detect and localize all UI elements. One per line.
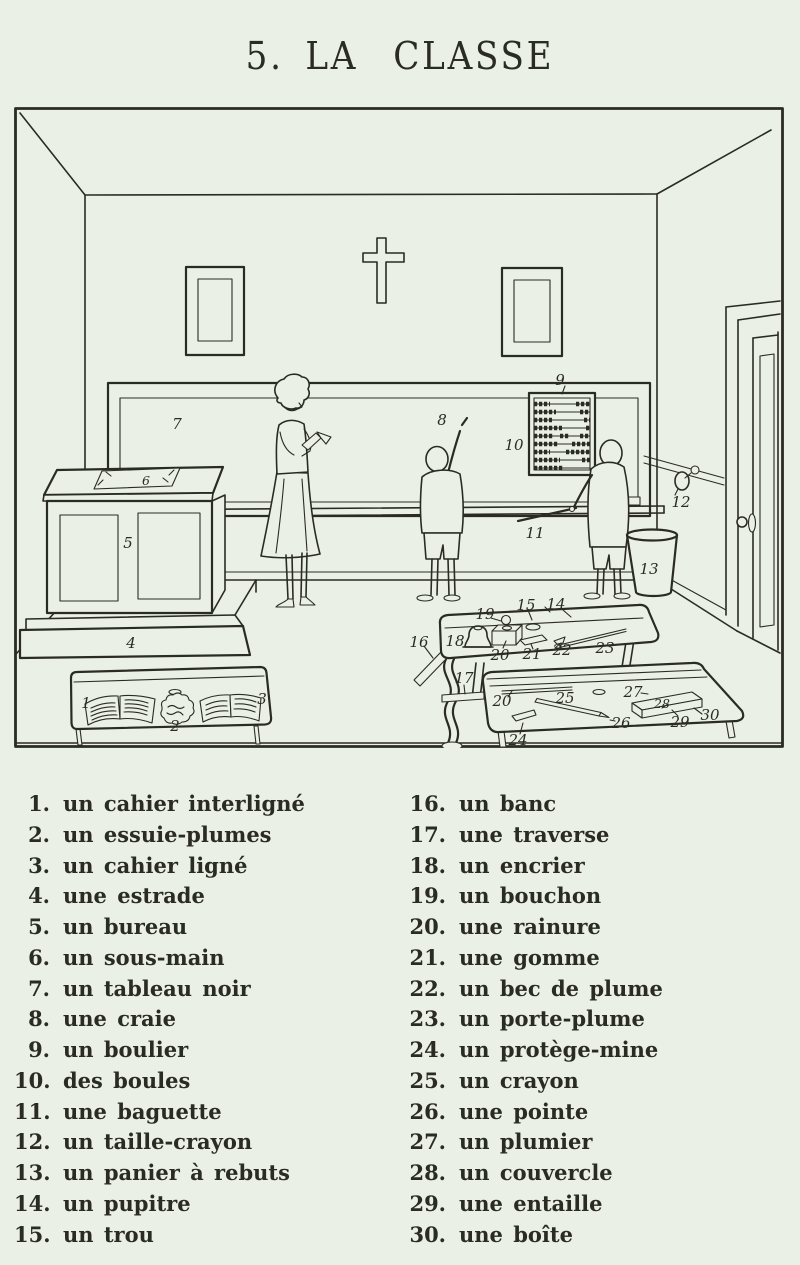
figure-label-6: 6 [142, 473, 150, 488]
vocab-term: un boulier [63, 1037, 189, 1062]
vocab-term: un taille-crayon [63, 1129, 253, 1155]
vocab-item [14, 1004, 386, 1035]
teacher-bureau [43, 467, 225, 613]
vocab-item [404, 881, 786, 912]
figure-label-29: 29 [670, 713, 690, 731]
figure-label-28: 28 [654, 696, 670, 711]
vocab-item [404, 820, 786, 851]
vocab-number: 3. [28, 852, 50, 878]
vocab-number: 16. [409, 791, 446, 816]
vocab-number: 8. [28, 1006, 50, 1032]
vocab-item [14, 1066, 386, 1097]
page-title [40, 34, 760, 78]
bench-seat [414, 652, 447, 686]
vocab-number: 17. [409, 821, 446, 847]
vocab-number: 22. [409, 975, 446, 1001]
figure-label-27: 27 [623, 683, 643, 701]
vocab-number: 23. [409, 1006, 446, 1032]
cork-bouchon [502, 616, 511, 625]
vocab-item [404, 912, 786, 943]
vocab-item [14, 974, 386, 1005]
vocab-term: un bouchon [459, 883, 602, 909]
teacher-hair [275, 374, 309, 409]
vocab-item [404, 1127, 786, 1158]
figure-label-15: 15 [516, 596, 536, 614]
vocab-term: une estrade [63, 883, 205, 909]
vocab-item [14, 943, 386, 974]
lesson-title: LA CLASSE [305, 34, 555, 78]
figure-label-25: 25 [555, 689, 575, 707]
vocab-term: un protège-mine [459, 1037, 659, 1062]
vocab-term: une pointe [459, 1098, 589, 1124]
door [726, 301, 780, 650]
vocab-term: un banc [459, 791, 557, 816]
vocab-number: 12. [14, 1129, 51, 1155]
vocab-number: 20. [409, 914, 446, 939]
vocab-number: 28. [409, 1160, 446, 1185]
figure-label-16: 16 [409, 633, 429, 651]
vocab-item [14, 851, 386, 882]
vocab-term: une traverse [459, 821, 610, 847]
vocab-item [14, 1035, 386, 1066]
vocab-number: 4. [28, 883, 50, 909]
vocab-item [404, 851, 786, 882]
figure-label-11: 11 [525, 524, 545, 542]
vocab-item [404, 1097, 786, 1128]
pencil-sharpener [644, 456, 724, 511]
vocab-item [14, 1097, 386, 1128]
vocab-term: un pupitre [63, 1190, 191, 1216]
bench-traverse [442, 692, 484, 702]
lesson-number: 5. [245, 34, 284, 78]
vocab-term: une rainure [459, 914, 601, 939]
figure-label-9: 9 [555, 371, 565, 389]
vocab-number: 13. [14, 1160, 51, 1185]
vocab-item [14, 881, 386, 912]
vocab-item [404, 943, 786, 974]
vocab-list-right [404, 789, 786, 1250]
figure-label-4: 4 [126, 634, 136, 652]
figure-label-5: 5 [123, 534, 133, 552]
figure-label-14: 14 [546, 595, 566, 613]
vocab-term: un couvercle [459, 1160, 613, 1185]
figure-label-20b: 20 [492, 692, 512, 710]
vocab-item [404, 1035, 786, 1066]
vocab-number: 24. [409, 1037, 446, 1062]
figure-label-26: 26 [611, 714, 631, 732]
vocab-term: un encrier [459, 852, 585, 878]
vocab-item [404, 1220, 786, 1251]
vocab-number: 6. [28, 944, 50, 970]
vocab-number: 2. [28, 821, 50, 847]
vocab-term: un sous-main [63, 944, 225, 970]
vocab-term: une boîte [459, 1221, 573, 1247]
vocab-term: un panier à rebuts [63, 1160, 290, 1185]
wastebasket [627, 530, 677, 597]
classroom-illustration [14, 107, 784, 748]
vocab-number: 19. [409, 883, 446, 909]
vocab-item [404, 1066, 786, 1097]
vocab-number: 30. [409, 1221, 446, 1247]
picture-frame-right [502, 268, 562, 356]
vocab-term: un cahier ligné [63, 852, 248, 878]
figure-label-18: 18 [445, 632, 465, 650]
vocab-term: des boules [63, 1067, 191, 1093]
vocab-number: 7. [28, 975, 50, 1001]
vocab-number: 29. [409, 1190, 446, 1216]
vocab-number: 27. [409, 1129, 446, 1155]
vocab-term: un bec de plume [459, 975, 663, 1001]
vocab-item [14, 1158, 386, 1189]
figure-label-17: 17 [454, 669, 474, 687]
vocab-term: un crayon [459, 1067, 579, 1093]
vocab-term: un essuie-plumes [63, 821, 272, 847]
picture-frame-left [186, 267, 244, 355]
vocab-item [14, 1189, 386, 1220]
vocab-item [14, 912, 386, 943]
door-panel [760, 354, 774, 627]
vocab-number: 15. [14, 1221, 51, 1247]
vocab-number: 11. [14, 1098, 51, 1124]
figure-label-23: 23 [595, 639, 615, 657]
vocab-number: 1. [28, 791, 50, 816]
vocab-term: un cahier interligné [63, 791, 305, 816]
vocab-term: un bureau [63, 914, 188, 939]
vocab-number: 10. [14, 1067, 51, 1093]
vocab-term: une baguette [63, 1098, 222, 1124]
abacus [504, 371, 595, 475]
figure-label-3: 3 [257, 690, 267, 708]
figure-label-24: 24 [508, 731, 528, 748]
figure-label-19: 19 [475, 605, 495, 623]
vocab-term: un plumier [459, 1129, 593, 1155]
front-desk-notebooks [71, 667, 271, 745]
figure-label-12: 12 [671, 493, 691, 511]
vocab-list-left [14, 789, 386, 1250]
teacher-desk-area [20, 467, 256, 658]
figure-label-7: 7 [172, 415, 182, 433]
vocab-term: une gomme [459, 944, 600, 970]
figure-label-20: 20 [490, 646, 510, 664]
vocab-term: un porte-plume [459, 1006, 645, 1032]
door-knob [737, 517, 747, 527]
vocab-number: 18. [409, 852, 446, 878]
teacher-book [302, 432, 331, 450]
vocab-term: un tableau noir [63, 975, 251, 1001]
vocab-number: 5. [28, 914, 50, 939]
figure-label-13: 13 [639, 560, 659, 578]
chalk [462, 418, 467, 425]
figure-label-1: 1 [81, 694, 91, 712]
vocab-number: 26. [409, 1098, 446, 1124]
vocab-item [14, 1127, 386, 1158]
vocab-number: 14. [14, 1190, 51, 1216]
vocab-term: une entaille [459, 1190, 603, 1216]
figure-label-21: 21 [522, 645, 542, 663]
vocab-item [14, 820, 386, 851]
desk-blotter [94, 468, 180, 489]
figure-label-10: 10 [504, 436, 524, 454]
vocab-item [404, 1189, 786, 1220]
vocab-item [404, 974, 786, 1005]
crucifix [363, 238, 404, 303]
pupil-desk-lower [483, 663, 743, 748]
vocab-number: 9. [28, 1037, 50, 1062]
vocab-number: 21. [409, 944, 446, 970]
vocab-item [404, 1004, 786, 1035]
vocab-item [14, 1220, 386, 1251]
figure-label-2: 2 [170, 717, 180, 735]
vocab-item [14, 789, 386, 820]
figure-label-30: 30 [700, 706, 720, 724]
vocab-item [404, 1158, 786, 1189]
vocab-term: un trou [63, 1221, 154, 1247]
vocab-number: 25. [409, 1067, 446, 1093]
figure-label-22: 22 [552, 641, 572, 659]
vocab-item [404, 789, 786, 820]
vocab-term: une craie [63, 1006, 177, 1032]
figure-label-8: 8 [437, 411, 447, 429]
